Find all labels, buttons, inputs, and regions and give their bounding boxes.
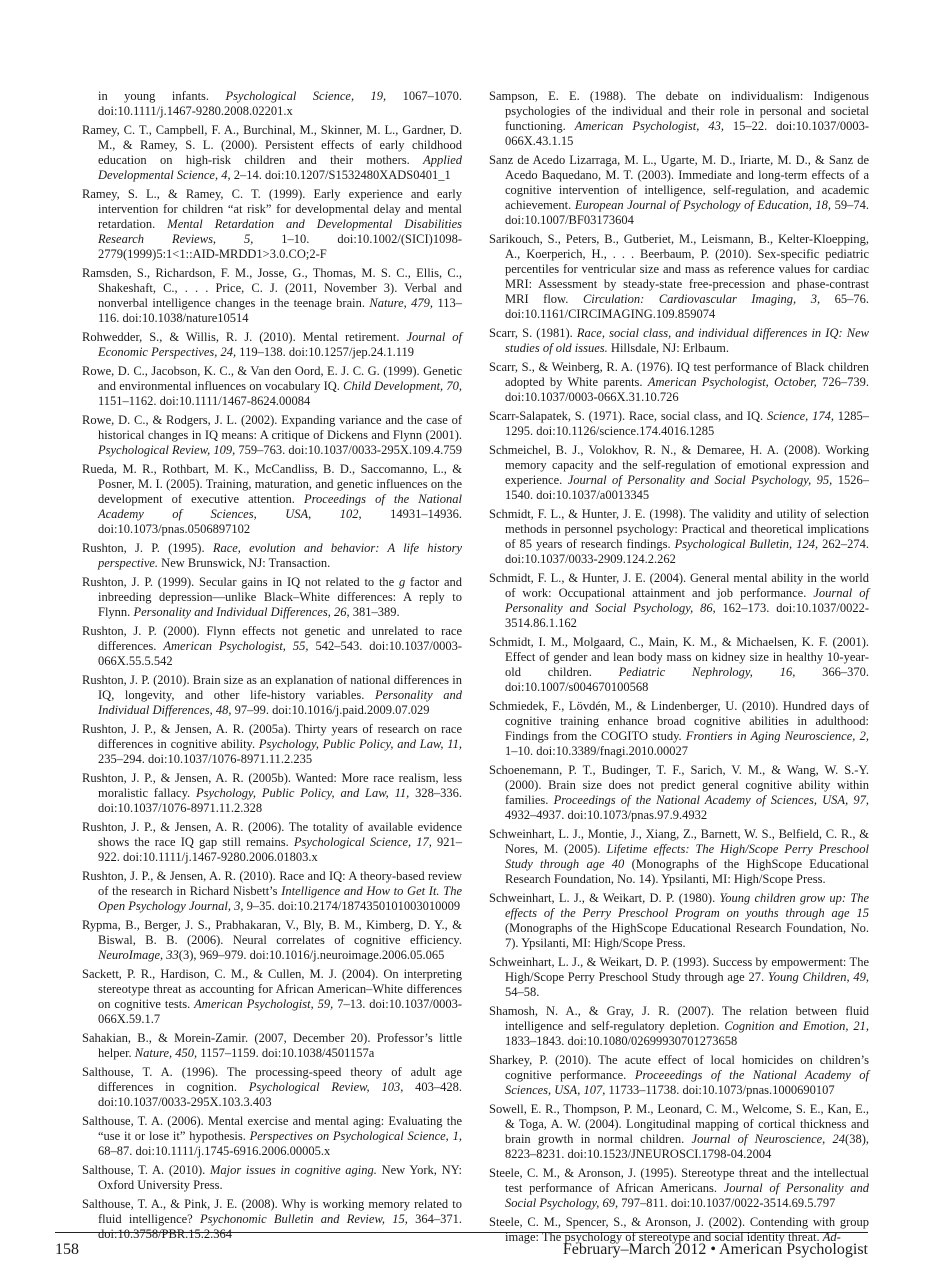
reference-text: Ramey, C. T., Campbell, F. A., Burchinal, M., Skinner, M. L., Gardner, D. M., & Ramey, S. L. (2000). Persistent effects of early childhood education on high-risk children and their mothers. — [82, 123, 462, 167]
reference-text: Steele, C. M., & Aronson, J. (1995). Stereotype threat and the intellectual test performance of African Americans. — [489, 1166, 869, 1195]
reference-text: Schmeichel, B. J., Volokhov, R. N., & Demaree, H. A. (2008). Working memory capacity and the self-regulation of emotional expression and experience. — [489, 443, 869, 487]
reference-text: Shamosh, N. A., & Gray, J. R. (2007). The relation between fluid intelligence and self-regulatory depletion. — [489, 1004, 869, 1033]
reference-text: 1285–1295. doi:10.1126/science.174.4016.1285 — [505, 409, 870, 438]
reference-text: Salthouse, T. A. (2006). Mental exercise and mental aging: Evaluating the “use it or lose it” hypothesis. — [82, 1114, 462, 1143]
reference-entry — [82, 820, 462, 865]
reference-text: Hillsdale, NJ: Erlbaum. — [607, 341, 729, 355]
reference-entry — [82, 330, 462, 360]
reference-text: Scarr-Salapatek, S. (1971). Race, social class, and IQ. — [489, 409, 767, 423]
reference-text: New Brunswick, NJ: Transaction. — [158, 556, 331, 570]
reference-entry — [489, 507, 869, 567]
reference-text: 15–22. doi:10.1037/0003-066X.43.1.15 — [505, 119, 869, 148]
reference-entry — [489, 89, 869, 149]
reference-text: (3), 969–979. doi:10.1016/j.neuroimage.2006.05.065 — [178, 948, 445, 962]
reference-text: Rowe, D. C., Jacobson, K. C., & Van den Oord, E. J. C. G. (1999). Genetic and environmental influences on vocabulary IQ. — [82, 364, 462, 393]
reference-source-italic: Psychological Review, 109, — [98, 443, 236, 457]
reference-text: factor and inbreeding depression—unlike Black–White differences: A reply to Flynn. — [98, 575, 462, 619]
reference-text: Rypma, B., Berger, J. S., Prabhakaran, V., Bly, B. M., Kimberg, D. Y., & Biswal, B. B. (2006). Neural correlates of cognitive efficiency. — [82, 918, 462, 947]
reference-source-italic: Nature, 479, — [369, 296, 434, 310]
reference-text: Rueda, M. R., Rothbart, M. K., McCandliss, B. D., Saccomanno, L., & Posner, M. I. (2005). Training, maturation, and genetic influences on the development of executive attention. — [82, 462, 462, 506]
reference-source-italic: Journal of Personality and Social Psychology, 69, — [505, 1181, 869, 1210]
reference-source-italic: Intelligence and How to Get It. The Open Psychology Journal, 3, — [98, 884, 462, 913]
reference-text: 381–389. — [349, 605, 400, 619]
reference-text: 262–274. doi:10.1037/0033-2909.124.2.262 — [505, 537, 870, 566]
reference-entry — [489, 443, 869, 503]
reference-text: 54–58. — [505, 985, 540, 999]
reference-text: Salthouse, T. A. (1996). The processing-speed theory of adult age differences in cognition. — [82, 1065, 462, 1094]
reference-text: 162–173. doi:10.1037/0022-3514.86.1.162 — [505, 601, 869, 630]
reference-text: Rushton, J. P. (2010). Brain size as an explanation of national differences in IQ, longevity, and other life-history variables. — [82, 673, 462, 702]
reference-source-italic: Psychology, Public Policy, and Law, 11, — [258, 737, 462, 751]
reference-entry — [82, 89, 462, 119]
reference-text: Rushton, J. P. (2000). Flynn effects not genetic and unrelated to race differences. — [82, 624, 462, 653]
reference-source-italic: Applied Developmental Science, 4, — [98, 153, 462, 182]
reference-text: Sarikouch, S., Peters, B., Gutberiet, M., Leismann, B., Kelter-Kloepping, A., Koerperich, H., . . . Beerbaum, P. (2010). Sex-specific pediatric percentiles for ventricular size and mass as reference values for cardiac MRI: Assessment by steady-state free-precession and phase-contrast MRI flow. — [489, 232, 869, 306]
reference-source-italic: Frontiers in Aging Neuroscience, 2, — [685, 729, 869, 743]
reference-entry — [82, 673, 462, 718]
reference-entry — [82, 1031, 462, 1061]
reference-text: Schweinhart, L. J., & Weikart, D. P. (1993). Success by empowerment: The High/Scope Perry Preschool Study through age 27. — [489, 955, 869, 984]
reference-text: 113–116. doi:10.1038/nature10514 — [98, 296, 462, 325]
reference-entry — [489, 635, 869, 695]
reference-text: 542–543. doi:10.1037/0003-066X.55.5.542 — [98, 639, 462, 668]
reference-entry — [82, 918, 462, 963]
reference-text: Sowell, E. R., Thompson, P. M., Leonard, C. M., Welcome, S. E., Kan, E., & Toga, A. W. (2004). Longitudinal mapping of cortical thickness and brain growth in normal children. — [489, 1102, 869, 1146]
reference-source-italic: Cognition and Emotion, 21, — [724, 1019, 869, 1033]
reference-source-italic: Race, evolution and behavior: A life history perspective. — [98, 541, 463, 570]
footer-rule — [55, 1232, 868, 1233]
reference-entry — [82, 575, 462, 620]
reference-entry — [82, 624, 462, 669]
reference-entry — [489, 409, 869, 439]
reference-text: 9–35. doi:10.2174/1874350101003010009 — [243, 899, 461, 913]
reference-text: 1526–1540. doi:10.1037/a0013345 — [505, 473, 869, 502]
reference-text: Scarr, S., & Weinberg, R. A. (1976). IQ test performance of Black children adopted by White parents. — [489, 360, 869, 389]
reference-source-italic: Young children grow up: The effects of the Perry Preschool Program on youths through age 15 — [505, 891, 869, 920]
reference-entry — [489, 699, 869, 759]
reference-text: 68–87. doi:10.1111/j.1745-6916.2006.00005.x — [98, 1144, 331, 1158]
reference-entry — [82, 1197, 462, 1242]
reference-text: 97–99. doi:10.1016/j.paid.2009.07.029 — [231, 703, 430, 717]
reference-source-italic: Journal of Economic Perspectives, 24, — [98, 330, 463, 359]
reference-entry — [82, 1065, 462, 1110]
reference-source-italic: g — [399, 575, 406, 589]
reference-text: Rohwedder, S., & Willis, R. J. (2010). Mental retirement. — [82, 330, 407, 344]
reference-source-italic: Child Development, 70, — [343, 379, 462, 393]
page-number: 158 — [55, 1241, 79, 1258]
reference-text: 921–922. doi:10.1111/j.1467-9280.2006.01803.x — [98, 835, 462, 864]
reference-source-italic: Journal of Neuroscience, 24 — [691, 1132, 846, 1146]
reference-text: New York, NY: Oxford University Press. — [98, 1163, 462, 1192]
reference-text: (38), 8223–8231. doi:10.1523/JNEUROSCI.1798-04.2004 — [505, 1132, 869, 1161]
reference-text: Sanz de Acedo Lizarraga, M. L., Ugarte, M. D., Iriarte, M. D., & Sanz de Acedo Baquedano, M. T. (2003). Immediate and long-term effects of a cognitive intervention of intelligence, self-regulation, and academic achievement. — [489, 153, 869, 212]
reference-text: Salthouse, T. A. (2010). — [82, 1163, 210, 1177]
reference-source-italic: Journal of Personality and Social Psychology, 95, — [567, 473, 833, 487]
reference-source-italic: Psychological Science, 19, — [225, 89, 387, 103]
reference-entry — [489, 891, 869, 951]
reference-text: Steele, C. M., Spencer, S., & Aronson, J. (2002). Contending with group image: The psychology of stereotype and social identity threat. — [489, 1215, 869, 1244]
reference-source-italic: Race, social class, and individual differences in IQ: New studies of old issues. — [505, 326, 869, 355]
reference-source-italic: American Psychologist, 55, — [163, 639, 309, 653]
reference-text: Schmidt, F. L., & Hunter, J. E. (1998). The validity and utility of selection methods in personnel psychology: Practical and theoretical implications of 85 years of research findings. — [489, 507, 869, 551]
reference-text: 1–10. doi:10.1002/(SICI)1098-2779(1999)5:1<1::AID-MRDD1>3.0.CO;2-F — [98, 232, 462, 261]
reference-entry — [489, 571, 869, 631]
reference-text: Sharkey, P. (2010). The acute effect of local homicides on children’s cognitive performance. — [489, 1053, 869, 1082]
reference-source-italic: Young Children, 49, — [767, 970, 869, 984]
reference-source-italic: American Psychologist, 43, — [574, 119, 724, 133]
reference-source-italic: Proceeedings of the National Academy of Sciences, USA, 107, — [505, 1068, 870, 1097]
reference-text: Sampson, E. E. (1988). The debate on individualism: Indigenous psychologies of the individual and their role in personal and societal functioning. — [489, 89, 869, 133]
reference-text: 726–739. doi:10.1037/0003-066X.31.10.726 — [505, 375, 870, 404]
reference-text: 7–13. doi:10.1037/0003-066X.59.1.7 — [98, 997, 462, 1026]
left-column — [82, 89, 462, 1246]
reference-text: Ramsden, S., Richardson, F. M., Josse, G., Thomas, M. S. C., Ellis, C., Shakeshaft, C., . . . Price, C. J. (2011, November 3). Verbal and nonverbal intelligence changes in the teenage brain. — [82, 266, 462, 310]
reference-source-italic: Major issues in cognitive aging. — [209, 1163, 377, 1177]
reference-text: Sackett, P. R., Hardison, C. M., & Cullen, M. J. (2004). On interpreting stereotype threat as accounting for African American–White differences on cognitive tests. — [82, 967, 462, 1011]
reference-text: 1151–1162. doi:10.1111/1467-8624.00084 — [98, 394, 311, 408]
reference-text: Rushton, J. P. (1999). Secular gains in IQ not related to the — [82, 575, 399, 589]
reference-text: Schmidt, F. L., & Hunter, J. E. (2004). General mental ability in the world of work: Occupational attainment and job performance. — [489, 571, 869, 600]
reference-source-italic: Nature, 450, — [134, 1046, 198, 1060]
reference-text: (Monographs of the HighScope Educational Research Foundation, No. 14). Ypsilanti, MI: High/Scope Press. — [505, 857, 869, 886]
reference-entry — [489, 1004, 869, 1049]
reference-source-italic: Journal of Personality and Social Psychology, 86, — [505, 586, 869, 615]
reference-entry — [489, 326, 869, 356]
reference-text: 11733–11738. doi:10.1073/pnas.1000690107 — [605, 1083, 835, 1097]
reference-source-italic: Lifetime effects: The High/Scope Perry Preschool Study through age 40 — [505, 842, 870, 871]
reference-entry — [489, 1166, 869, 1211]
reference-text: 364–371. doi:10.3758/PBR.15.2.364 — [98, 1212, 463, 1241]
reference-entry — [82, 1114, 462, 1159]
reference-text: Ramey, S. L., & Ramey, C. T. (1999). Early experience and early intervention for children “at risk” for developmental delay and mental retardation. — [82, 187, 462, 231]
reference-source-italic: Psychonomic Bulletin and Review, 15, — [199, 1212, 408, 1226]
reference-source-italic: Personality and Individual Differences, 48, — [98, 688, 462, 717]
reference-entry — [489, 955, 869, 1000]
reference-source-italic: European Journal of Psychology of Education, 18, — [574, 198, 832, 212]
reference-text: 2–14. doi:10.1207/S1532480XADS0401_1 — [230, 168, 451, 182]
reference-text: Rushton, J. P., & Jensen, A. R. (2005b). Wanted: More race realism, less moralistic fallacy. — [82, 771, 462, 800]
reference-source-italic: American Psychologist, 59, — [194, 997, 334, 1011]
reference-source-italic: Perspectives on Psychological Science, 1, — [249, 1129, 462, 1143]
reference-entry — [82, 869, 462, 914]
reference-text: 1–10. doi:10.3389/fnagi.2010.00027 — [505, 744, 688, 758]
right-column — [489, 89, 869, 1249]
reference-text: Schweinhart, L. J., & Weikart, D. P. (1980). — [489, 891, 720, 905]
reference-entry — [82, 722, 462, 767]
reference-entry — [82, 123, 462, 183]
reference-text: Sahakian, B., & Morein-Zamir. (2007, December 20). Professor’s little helper. — [82, 1031, 462, 1060]
reference-source-italic: Proceedings of the National Academy of Sciences, USA, 102, — [98, 492, 462, 521]
reference-text: Schmiedek, F., Lövdén, M., & Lindenberger, U. (2010). Hundred days of cognitive training enhance broad cognitive abilities in adulthood: Findings from the COGITO study. — [489, 699, 869, 743]
reference-text: 1833–1843. doi:10.1080/02699930701273658 — [505, 1034, 738, 1048]
reference-source-italic: Personality and Individual Differences, 26, — [133, 605, 350, 619]
reference-text: 1157–1159. doi:10.1038/4501157a — [197, 1046, 375, 1060]
reference-entry — [82, 967, 462, 1027]
reference-text: 1067–1070. doi:10.1111/j.1467-9280.2008.02201.x — [98, 89, 463, 118]
reference-text: 328–336. doi:10.1037/1076-8971.11.2.328 — [98, 786, 462, 815]
reference-text: (Monographs of the HighScope Educational Research Foundation, No. 7). Ypsilanti, MI: High/Scope Press. — [505, 921, 869, 950]
reference-text: Schoenemann, P. T., Budinger, T. F., Sarich, V. M., & Wang, W. S.-Y. (2000). Brain size does not predict general cognitive ability within families. — [489, 763, 869, 807]
reference-source-italic: Psychological Bulletin, 124, — [674, 537, 819, 551]
reference-text: in young infants. — [98, 89, 226, 103]
reference-source-italic: Ad- — [822, 1230, 841, 1244]
reference-text: 14931–14936. doi:10.1073/pnas.0506897102 — [98, 507, 463, 536]
reference-source-italic: American Psychologist, October, — [647, 375, 817, 389]
reference-entry — [82, 462, 462, 537]
reference-text: Rushton, J. P., & Jensen, A. R. (2010). Race and IQ: A theory-based review of the research in Richard Nisbett’s — [82, 869, 462, 898]
reference-text: Rowe, D. C., & Rodgers, J. L. (2002). Expanding variance and the case of historical changes in IQ means: A critique of Dickens and Flynn (2001). — [82, 413, 462, 442]
reference-entry — [82, 771, 462, 816]
reference-entry — [82, 266, 462, 326]
running-foot: February–March 2012 • American Psychologist — [562, 1241, 868, 1258]
reference-source-italic: Psychology, Public Policy, and Law, 11, — [195, 786, 410, 800]
reference-source-italic: Proceedings of the National Academy of Sciences, USA, 97, — [553, 793, 870, 807]
reference-text: Rushton, J. P., & Jensen, A. R. (2006). The totality of available evidence shows the race IQ gap still remains. — [82, 820, 462, 849]
reference-entry — [489, 360, 869, 405]
reference-source-italic: Circulation: Cardiovascular Imaging, 3, — [582, 292, 821, 306]
reference-entry — [82, 187, 462, 262]
reference-entry — [82, 413, 462, 458]
reference-text: 65–76. doi:10.1161/CIRCIMAGING.109.859074 — [505, 292, 870, 321]
reference-text: 403–428. doi:10.1037/0033-295X.103.3.403 — [98, 1080, 462, 1109]
reference-entry — [82, 1163, 462, 1193]
reference-entry — [82, 364, 462, 409]
reference-text: Schmidt, I. M., Molgaard, C., Main, K. M., & Michaelsen, K. F. (2001). Effect of gender and lean body mass on kidney size in healthy 10-year-old children. — [489, 635, 869, 679]
reference-entry — [489, 232, 869, 322]
reference-source-italic: Science, 174, — [766, 409, 834, 423]
reference-source-italic: NeuroImage, 33 — [98, 948, 179, 962]
reference-source-italic: Psychological Science, 17, — [293, 835, 432, 849]
reference-text: Rushton, J. P. (1995). — [82, 541, 213, 555]
reference-source-italic: Mental Retardation and Developmental Disabilities Research Reviews, 5, — [98, 217, 463, 246]
reference-text: 119–138. doi:10.1257/jep.24.1.119 — [236, 345, 415, 359]
reference-text: 59–74. doi:10.1007/BF03173604 — [505, 198, 869, 227]
reference-text: 366–370. doi:10.1007/s004670100568 — [505, 665, 869, 694]
reference-text: 797–811. doi:10.1037/0022-3514.69.5.797 — [618, 1196, 836, 1210]
reference-entry — [82, 541, 462, 571]
reference-entry — [489, 763, 869, 823]
reference-text: 4932–4937. doi:10.1073/pnas.97.9.4932 — [505, 808, 708, 822]
reference-entry — [489, 827, 869, 887]
reference-text: Schweinhart, L. J., Montie, J., Xiang, Z., Barnett, W. S., Belfield, C. R., & Nores, M. (2005). — [489, 827, 869, 856]
reference-text: Rushton, J. P., & Jensen, A. R. (2005a). Thirty years of research on race differences in cognitive ability. — [82, 722, 462, 751]
reference-text: Scarr, S. (1981). — [489, 326, 577, 340]
reference-text: 235–294. doi:10.1037/1076-8971.11.2.235 — [98, 752, 313, 766]
reference-entry — [489, 1053, 869, 1098]
reference-source-italic: Pediatric Nephrology, 16, — [618, 665, 796, 679]
reference-text: Salthouse, T. A., & Pink, J. E. (2008). Why is working memory related to fluid intelligence? — [82, 1197, 462, 1226]
reference-source-italic: Psychological Review, 103, — [248, 1080, 404, 1094]
reference-text: 759–763. doi:10.1037/0033-295X.109.4.759 — [235, 443, 462, 457]
reference-entry — [489, 1102, 869, 1162]
reference-entry — [489, 153, 869, 228]
